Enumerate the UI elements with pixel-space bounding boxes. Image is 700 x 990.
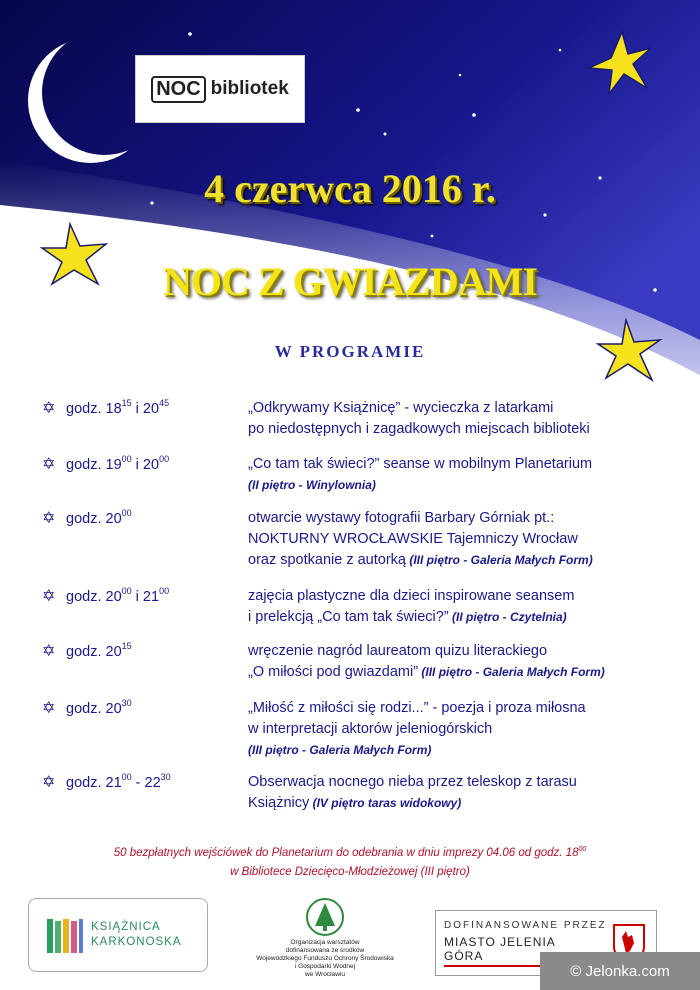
program-description — [248, 698, 688, 761]
description-line: po niedostępnych i zagadkowych miejscach biblioteki — [248, 421, 590, 437]
star-bullet-icon: ✡ — [42, 643, 56, 660]
program-description — [248, 454, 688, 496]
program-time: godz. $18^{15}$ i $20^{45}$ — [66, 398, 170, 417]
star-bullet-icon: ✡ — [42, 456, 56, 473]
planetarium-tickets-note: 50 bezpłatnych wejściówek do Planetarium do odebrania w dniu imprezy 04.06 od godz. $18^{00}$ — [113, 846, 587, 859]
star-icon — [585, 30, 655, 96]
wfosigw-text — [245, 939, 405, 979]
program-description — [248, 398, 688, 440]
location-note: (II piętro - Czytelnia) — [448, 610, 567, 624]
program-heading: W PROGRAMIE — [274, 342, 426, 361]
event-date: 4 czerwca 2016 r. — [204, 166, 496, 211]
planetarium-tickets-location: w Bibliotece Dziecięco-Młodzieżowej (III piętro) — [230, 866, 470, 878]
star-bullet-icon: ✡ — [42, 774, 56, 791]
wfosigw-line: dofinansowana ze środków — [285, 947, 365, 954]
book-icon — [45, 913, 85, 957]
copyright-watermark: © Jelonka.com — [540, 952, 700, 990]
description-line: Obserwacja nocnego nieba przez teleskop z tarasu — [248, 774, 577, 790]
program-time: godz. $20^{30}$ — [66, 698, 132, 717]
description-line: NOKTURNY WROCŁAWSKIE Tajemniczy Wrocław — [248, 531, 578, 547]
description-line: wręczenie nagród laureatom quizu literackiego — [248, 643, 548, 659]
description-line: „O miłości pod gwiazdami” (III piętro - Galeria Małych Form) — [248, 664, 605, 680]
location-note: (II piętro - Winylownia) — [248, 478, 376, 492]
description-line: otwarcie wystawy fotografii Barbary Górniak pt.: — [248, 510, 555, 526]
sponsor-caption: DOFINANSOWANE PRZEZ — [444, 919, 607, 931]
star-bullet-icon: ✡ — [42, 510, 56, 527]
wfosigw-line: Organizacja warsztatów — [290, 939, 360, 946]
ksiaznica-karkonoska-logo — [28, 898, 208, 972]
wfosigw-line: we Wrocławiu — [305, 971, 345, 978]
description-line: „Odkrywamy Książnicę” - wycieczka z latarkami — [248, 400, 554, 416]
location-note: (IV piętro taras widokowy) — [309, 796, 462, 810]
noc-bibliotek-logo — [135, 55, 305, 123]
star-bullet-icon: ✡ — [42, 588, 56, 605]
karkonoska-text: KARKONOSKA — [91, 936, 182, 948]
event-title: NOC Z GWIAZDAMI — [163, 259, 537, 304]
wfosigw-logo — [245, 898, 405, 982]
program-time: godz. $20^{15}$ — [66, 641, 132, 660]
description-line: w interpretacji aktorów jeleniogórskich — [248, 721, 493, 737]
logo-noc-text: NOC — [151, 76, 205, 103]
star-bullet-icon: ✡ — [42, 700, 56, 717]
program-description — [248, 586, 688, 628]
location-note: (III piętro - Galeria Małych Form) — [248, 743, 432, 757]
location-note: (III piętro - Galeria Małych Form) — [418, 665, 605, 679]
program-description — [248, 641, 688, 683]
logo-bibliotek-text: bibliotek — [210, 78, 289, 99]
wfosigw-line: i Gospodarki Wodnej — [294, 963, 356, 970]
description-line: „Co tam tak świeci?” seanse w mobilnym Planetarium — [248, 456, 593, 472]
program-time: godz. $20^{00}$ i $21^{00}$ — [66, 586, 170, 605]
program-description — [248, 508, 688, 571]
tree-icon — [305, 898, 345, 936]
description-line: zajęcia plastyczne dla dzieci inspirowane seansem — [248, 588, 575, 604]
location-note: (III piętro - Galeria Małych Form) — [405, 553, 593, 567]
star-bullet-icon: ✡ — [42, 400, 56, 417]
wfosigw-line: Wojewódzkiego Funduszu Ochrony Środowiska — [256, 955, 394, 962]
description-line: „Miłość z miłości się rodzi...” - poezja i proza miłosna — [248, 700, 586, 716]
description-line: Książnicy (IV piętro taras widokowy) — [248, 795, 462, 811]
program-time: godz. $20^{00}$ — [66, 508, 132, 527]
ksiaznica-text: KSIĄŻNICA — [91, 921, 161, 933]
program-time: godz. $21^{00} - 22^{30}$ — [66, 772, 171, 791]
description-line: i prelekcją „Co tam tak świeci?” (II piętro - Czytelnia) — [248, 609, 567, 625]
program-time: godz. $19^{00}$ i $20^{00}$ — [66, 454, 170, 473]
city-name: MIASTO JELENIA GÓRA — [444, 935, 594, 967]
program-description — [248, 772, 688, 814]
description-line: oraz spotkanie z autorką (III piętro - Galeria Małych Form) — [248, 552, 593, 568]
